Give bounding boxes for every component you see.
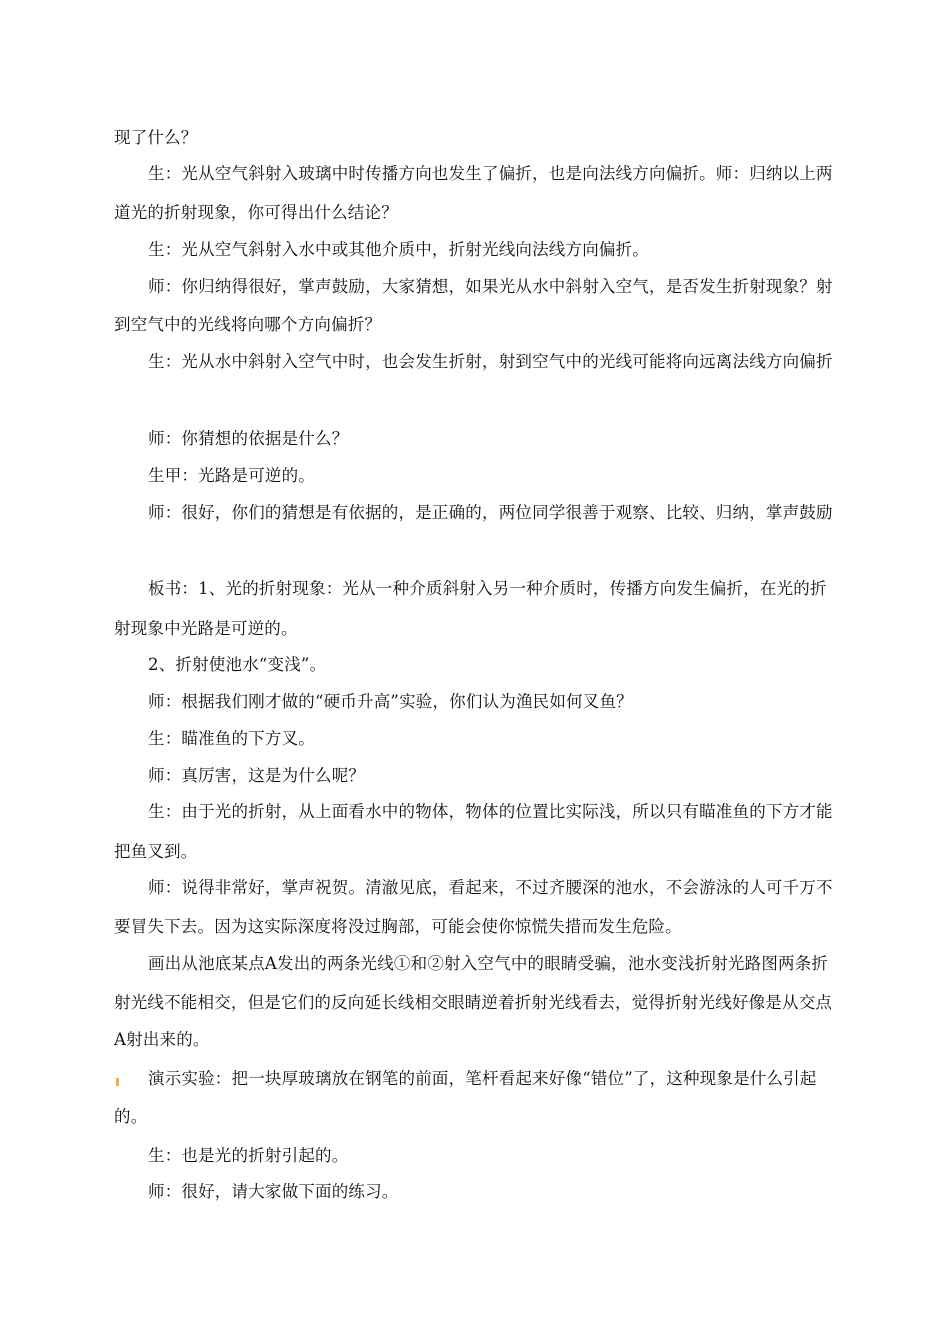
text-line: 生甲：光路是可逆的。 xyxy=(148,466,315,485)
text-line: 师：根据我们刚才做的“硬币升高”实验，你们认为渔民如何叉鱼？ xyxy=(148,692,633,711)
text-line: 师：你归纳得很好，掌声鼓励，大家猜想，如果光从水中斜射入空气，是否发生折射现象？射 xyxy=(148,277,833,296)
text-line: 演示实验：把一块厚玻璃放在钢笔的前面，笔杆看起来好像“错位”了，这种现象是什么引起 xyxy=(148,1069,817,1088)
text-line: 现了什么？ xyxy=(114,128,198,147)
text-line: 画出从池底某点A发出的两条光线①和②射入空气中的眼睛受骗，池水变浅折射光路图两条折 xyxy=(148,954,829,973)
text-line: 师：你猜想的依据是什么？ xyxy=(148,429,349,448)
text-line: 2、折射使池水“变浅”。 xyxy=(148,655,327,674)
text-line: 把鱼叉到。 xyxy=(114,842,198,861)
text-line: 射现象中光路是可逆的。 xyxy=(114,619,298,638)
text-line: 的。 xyxy=(114,1107,148,1126)
text-line: 生：光从水中斜射入空气中时，也会发生折射，射到空气中的光线可能将向远离法线方向偏折 xyxy=(148,352,833,371)
text-line: 要冒失下去。因为这实际深度将没过胸部，可能会使你惊慌失措而发生危险。 xyxy=(114,917,682,936)
text-line: 师：很好，你们的猜想是有依据的，是正确的，两位同学很善于观察、比较、归纳，掌声鼓励 xyxy=(148,503,833,522)
text-line: 道光的折射现象，你可得出什么结论？ xyxy=(114,203,398,222)
text-line: 到空气中的光线将向哪个方向偏折？ xyxy=(114,315,382,334)
text-line: 生：光从空气斜射入玻璃中时传播方向也发生了偏折，也是向法线方向偏折。师：归纳以上两 xyxy=(148,164,833,183)
text-line: 生：由于光的折射，从上面看水中的物体，物体的位置比实际浅，所以只有瞄准鱼的下方才能 xyxy=(148,802,833,821)
highlight-mark xyxy=(116,1078,119,1086)
text-line: 板书：1、光的折射现象：光从一种介质斜射入另一种介质时，传播方向发生偏折，在光的折 xyxy=(148,579,827,598)
text-line: 射光线不能相交，但是它们的反向延长线相交眼睛逆着折射光线看去，觉得折射光线好像是从交点 xyxy=(114,993,833,1012)
text-line: 生：也是光的折射引起的。 xyxy=(148,1146,349,1165)
text-line: A射出来的。 xyxy=(114,1030,210,1049)
text-line: 生：瞄准鱼的下方叉。 xyxy=(148,729,315,748)
text-line: 师：真厉害，这是为什么呢？ xyxy=(148,766,366,785)
text-line: 生：光从空气斜射入水中或其他介质中，折射光线向法线方向偏折。 xyxy=(148,240,649,259)
text-line: 师：很好，请大家做下面的练习。 xyxy=(148,1182,399,1201)
text-line: 师：说得非常好，掌声祝贺。清澈见底，看起来，不过齐腰深的池水，不会游泳的人可千万不 xyxy=(148,878,833,897)
